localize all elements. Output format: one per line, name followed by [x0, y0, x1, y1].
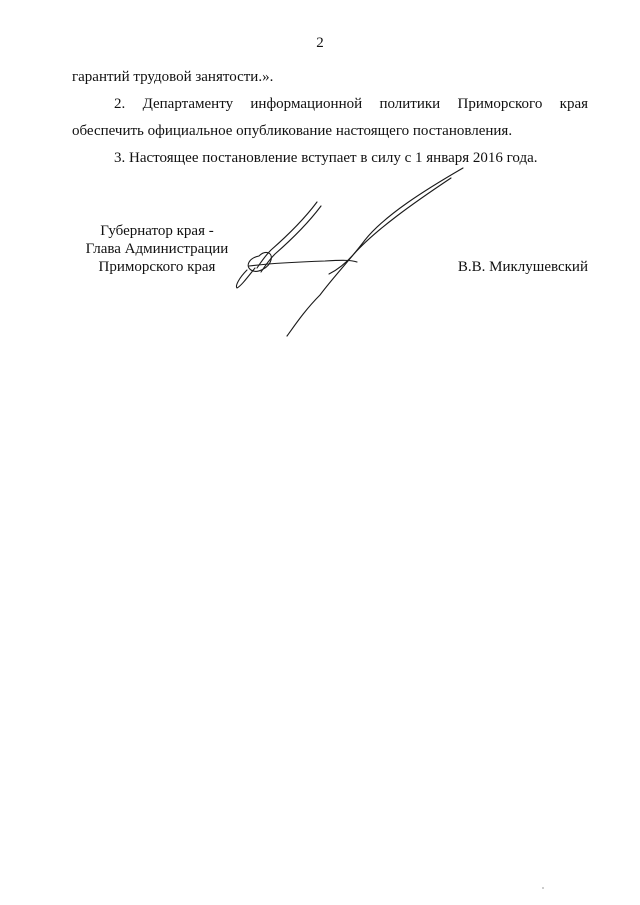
- signer-name: В.В. Миклушевский: [457, 259, 588, 275]
- document-body: [72, 64, 588, 172]
- signer-title-line-3: Приморского края: [98, 259, 216, 275]
- signer-title: [72, 222, 242, 276]
- signer-title-line-2: Глава Администрации: [85, 241, 229, 257]
- page-number: 2: [316, 35, 324, 51]
- paragraph-item-2-line-1: 2. Департаменту информационной политики Приморского края: [114, 96, 588, 112]
- paragraph-item-2-line-2: обеспечить официальное опубликование настоящего постановления.: [72, 123, 513, 139]
- paragraph-continuation: гарантий трудовой занятости.».: [72, 69, 274, 85]
- handwritten-signature: [225, 160, 475, 340]
- scan-dot: [542, 887, 544, 889]
- paragraph-item-3: 3. Настоящее постановление вступает в силу с 1 января 2016 года.: [114, 150, 538, 166]
- signer-title-line-1: Губернатор края -: [100, 223, 214, 239]
